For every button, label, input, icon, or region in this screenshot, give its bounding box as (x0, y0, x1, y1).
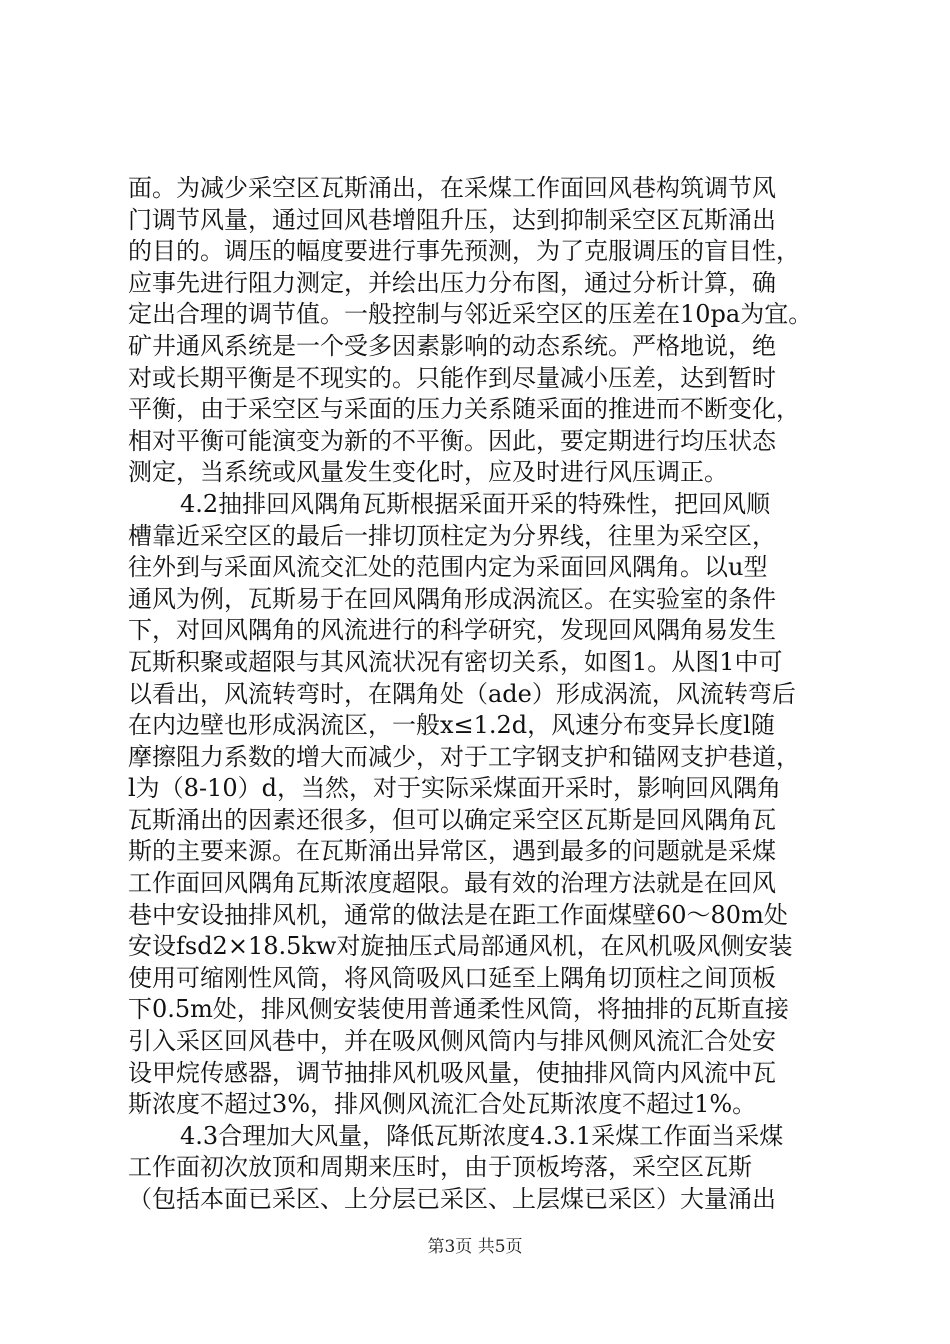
text-line: （包括本面已采区、上分层已采区、上层煤已采区）大量涌出 (128, 1185, 776, 1213)
text-line: 往外到与采面风流交汇处的范围内定为采面回风隅角。以u型 (128, 553, 768, 582)
text-line: 相对平衡可能演变为新的不平衡。因此，要定期进行均压状态 (128, 426, 776, 455)
body-text (128, 173, 858, 1216)
text-line: 定出合理的调节值。一般控制与邻近采空区的压差在10pa为宜。 (128, 300, 813, 329)
text-line: 工作面初次放顶和周期来压时，由于顶板垮落，采空区瓦斯 (128, 1153, 752, 1182)
text-line: 对或长期平衡是不现实的。只能作到尽量减小压差，达到暂时 (128, 363, 776, 392)
text-line: 巷中安设抽排风机，通常的做法是在距工作面煤壁60～80m处 (128, 900, 788, 929)
text-line: 4.2抽排回风隅角瓦斯根据采面开采的特殊性，把回风顺 (180, 489, 771, 518)
text-line: 工作面回风隅角瓦斯浓度超限。最有效的治理方法就是在回风 (128, 869, 776, 898)
text-line: 应事先进行阻力测定，并绘出压力分布图，通过分析计算，确 (128, 268, 776, 297)
text-line: 设甲烷传感器，调节抽排风机吸风量，使抽排风筒内风流中瓦 (128, 1058, 776, 1087)
text-line: 门调节风量，通过回风巷增阻升压，达到抑制采空区瓦斯涌出 (128, 205, 776, 234)
text-line: l为（8-10）d，当然，对于实际采煤面开采时，影响回风隅角 (128, 774, 781, 803)
text-line: 下0.5m处，排风侧安装使用普通柔性风筒，将抽排的瓦斯直接 (128, 995, 789, 1024)
text-line: 在内边壁也形成涡流区，一般x≤1.2d，风速分布变异长度l随 (128, 711, 775, 740)
text-line: 使用可缩刚性风筒，将风筒吸风口延至上隅角切顶柱之间顶板 (128, 963, 776, 992)
text-line: 面。为减少采空区瓦斯涌出，在采煤工作面回风巷构筑调节风 (128, 174, 776, 202)
text-line: 瓦斯积聚或超限与其风流状况有密切关系，如图1。从图1中可 (128, 647, 783, 676)
text-line: 以看出，风流转弯时，在隅角处（ade）形成涡流，风流转弯后 (128, 679, 796, 708)
text-line: 矿井通风系统是一个受多因素影响的动态系统。严格地说，绝 (128, 331, 776, 360)
text-line: 的目的。调压的幅度要进行事先预测，为了克服调压的盲目性， (128, 237, 800, 266)
text-line: 安设fsd2×18.5kw对旋抽压式局部通风机，在风机吸风侧安装 (128, 932, 793, 961)
text-line: 下，对回风隅角的风流进行的科学研究，发现回风隅角易发生 (128, 616, 776, 645)
text-line: 4.3合理加大风量，降低瓦斯浓度4.3.1采煤工作面当采煤 (180, 1121, 784, 1150)
text-line: 测定，当系统或风量发生变化时，应及时进行风压调正。 (128, 458, 728, 487)
text-line: 摩擦阻力系数的增大而减少，对于工字钢支护和锚网支护巷道， (128, 742, 800, 771)
text-line: 斯的主要来源。在瓦斯涌出异常区，遇到最多的问题就是采煤 (128, 837, 776, 866)
text-line: 通风为例，瓦斯易于在回风隅角形成涡流区。在实验室的条件 (128, 584, 776, 613)
page-footer: 第3页 共5页 (427, 1237, 523, 1257)
text-line: 引入采区回风巷中，并在吸风侧风筒内与排风侧风流汇合处安 (128, 1027, 776, 1056)
text-line: 槽靠近采空区的最后一排切顶柱定为分界线，往里为采空区， (128, 521, 776, 550)
text-line: 平衡，由于采空区与采面的压力关系随采面的推进而不断变化， (128, 395, 800, 424)
text-line: 斯浓度不超过3%，排风侧风流汇合处瓦斯浓度不超过1%。 (128, 1090, 757, 1119)
text-line: 瓦斯涌出的因素还很多，但可以确定采空区瓦斯是回风隅角瓦 (128, 805, 776, 834)
